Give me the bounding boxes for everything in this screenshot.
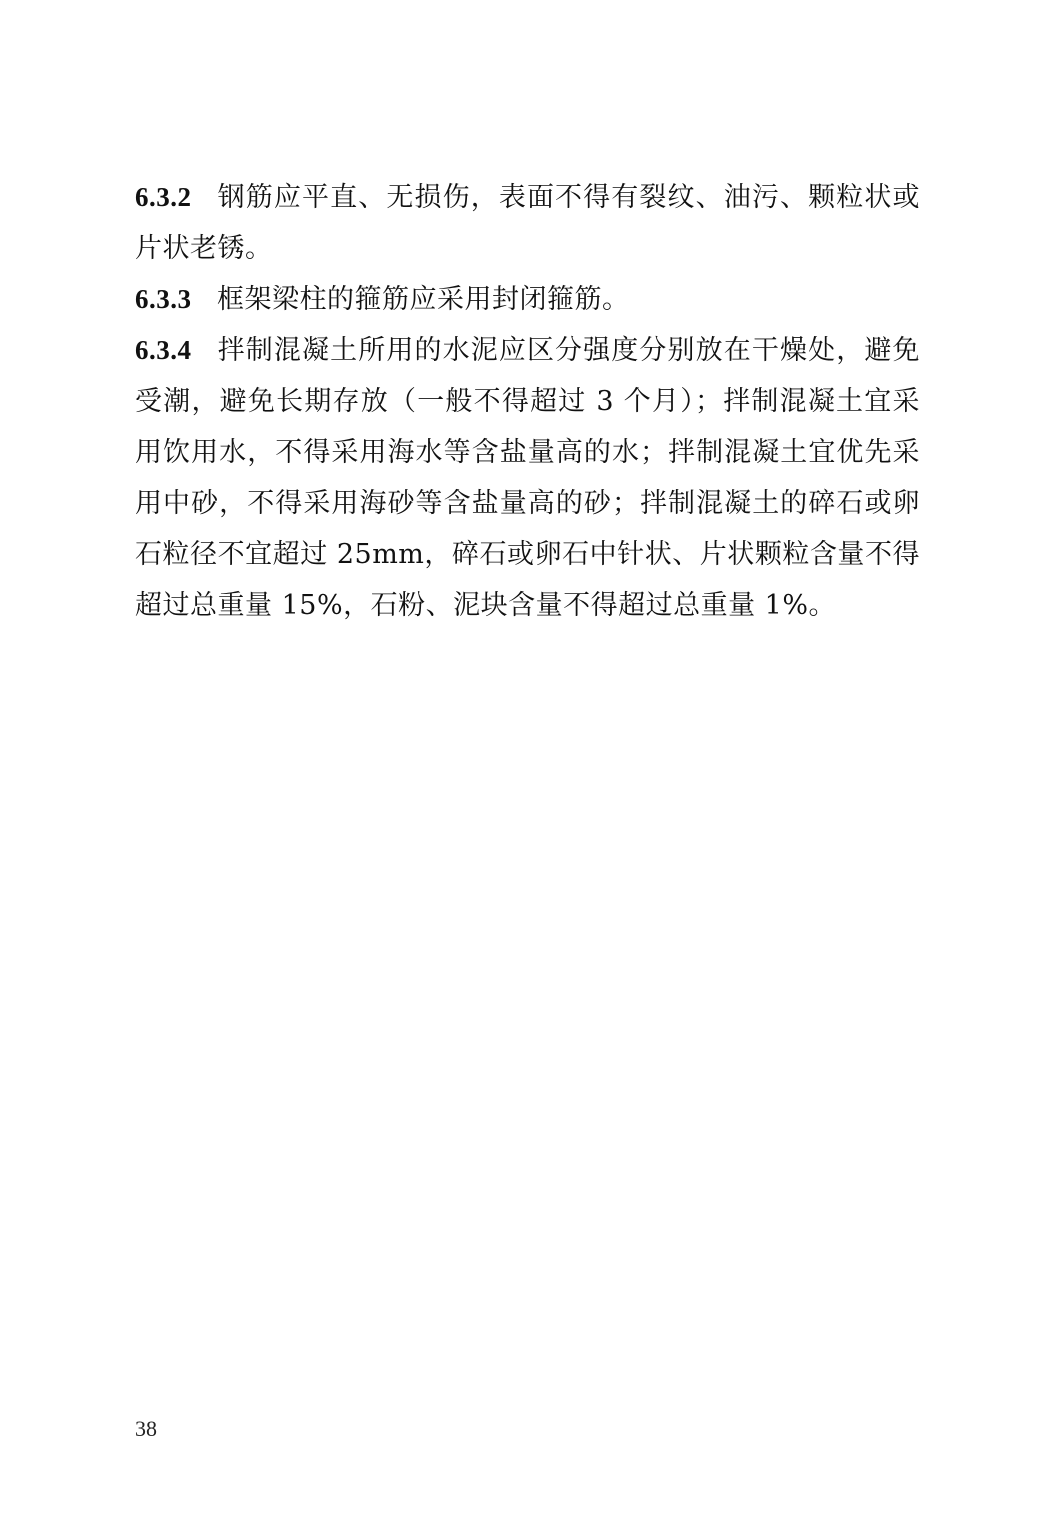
clause-number: 6.3.3 bbox=[135, 284, 192, 314]
clause-6-3-2 bbox=[135, 172, 920, 274]
clause-6-3-3 bbox=[135, 274, 920, 325]
document-body bbox=[135, 172, 920, 631]
clause-number: 6.3.4 bbox=[135, 335, 192, 365]
clause-6-3-4 bbox=[135, 325, 920, 631]
clause-number: 6.3.2 bbox=[135, 182, 192, 212]
clause-text: 框架梁柱的箍筋应采用封闭箍筋。 bbox=[217, 284, 630, 315]
page-number: 38 bbox=[135, 1416, 157, 1441]
clause-text: 拌制混凝土所用的水泥应区分强度分别放在干燥处，避免受潮，避免长期存放（一般不得超过 3 个月）；拌制混凝土宜采用饮用水，不得采用海水等含盐量高的水；拌制混凝土宜优先采用中砂，不得采用海砂等含盐量高的砂；拌制混凝土的碎石或卵石粒径不宜超过 25mm，碎石或卵石中针状、片状颗粒含量不得超过总重量 15%，石粉、泥块含量不得超过总重量 1%。 bbox=[135, 335, 920, 621]
clause-text: 钢筋应平直、无损伤，表面不得有裂纹、油污、颗粒状或片状老锈。 bbox=[135, 182, 920, 264]
